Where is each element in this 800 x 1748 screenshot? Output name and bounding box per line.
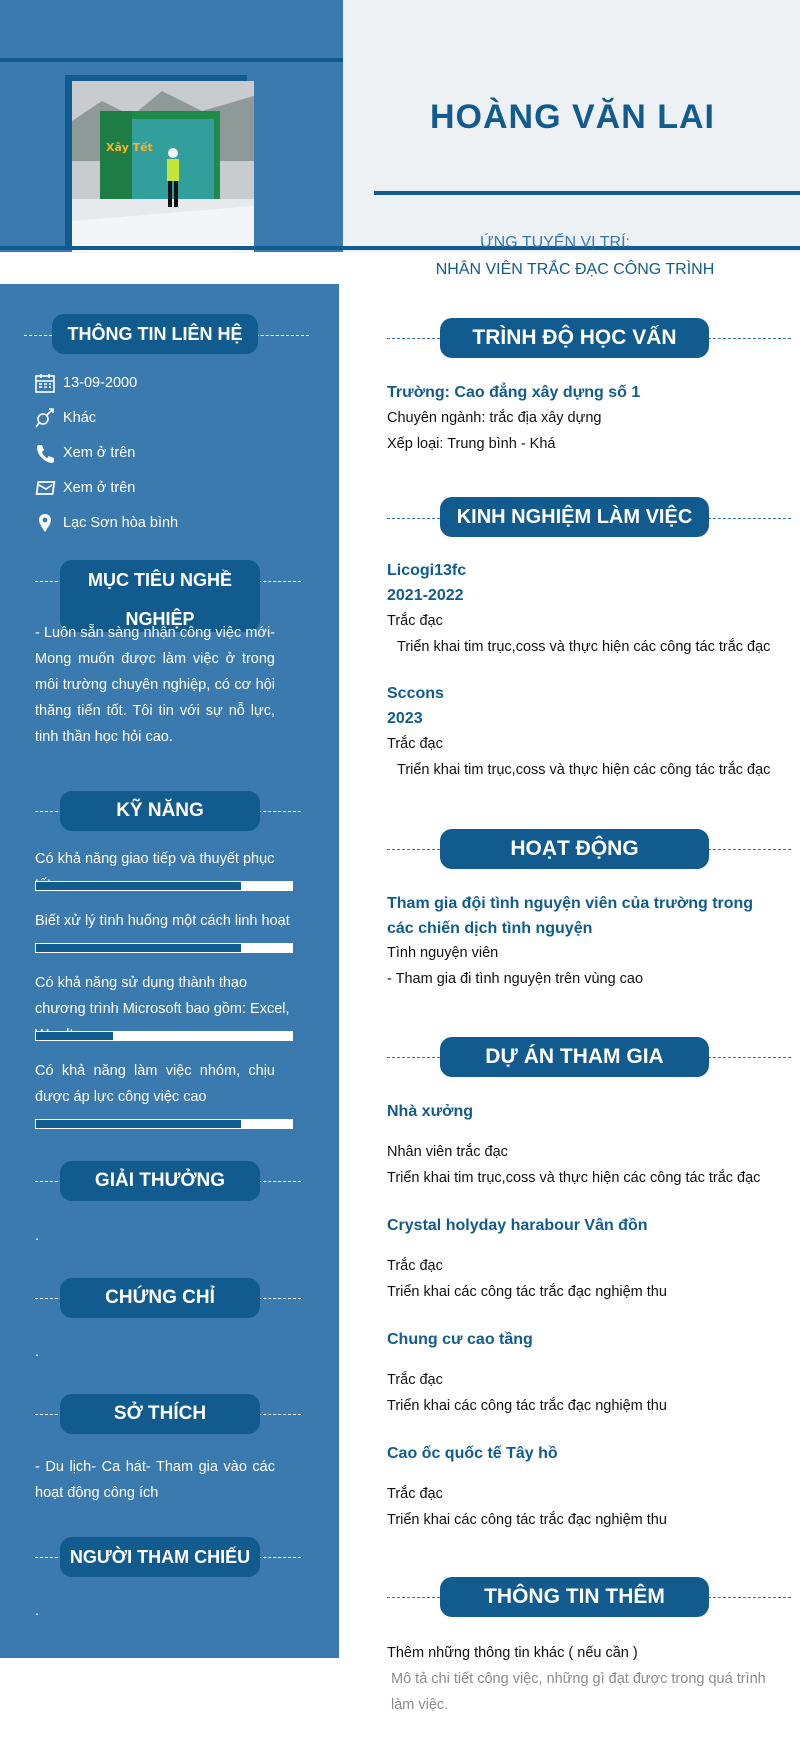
project-name: Crystal holyday harabour Vân đồn [387,1217,648,1234]
birthday-text: 13-09-2000 [63,375,138,391]
project-name: Cao ốc quốc tế Tây hồ [387,1445,558,1462]
project-desc: Triển khai các công tác trắc đạc nghiệm thu [387,1284,667,1300]
profile-photo [72,81,254,253]
photo-banner-text: Xây Tết [106,141,153,154]
contact-gender [34,407,96,429]
skill-bar [35,943,293,953]
skill-bar-empty [113,1032,292,1040]
skill-label: Có khả năng sử dụng thành thạo chương trình Microsoft bao gồm: Excel, [35,975,290,1017]
project-desc: Triển khai các công tác trắc đạc nghiệm thu [387,1398,667,1414]
objective-title-line1: MỤC TIÊU NGHỀ [88,570,232,590]
additional-section-title: THÔNG TIN THÊM [440,1577,709,1617]
header-divider [0,58,343,62]
activities-section-title: HOẠT ĐỘNG [440,829,709,869]
education-major: Chuyên ngành: trắc địa xây dựng [387,410,602,426]
email-text: Xem ở trên [63,480,136,496]
additional-placeholder: Mô tả chi tiết công việc, những gì đạt được trong quá trình làm việc. [391,1671,766,1713]
skill-bar-empty [241,882,292,890]
experience-period: 2021-2022 [387,587,464,604]
address-text: Lạc Sơn hòa bình [63,515,179,531]
objective-title-line2: NGHIỆP [125,609,195,629]
experience-company: Sccons [387,685,444,702]
skill-label: Biết xử lý tình huống một cách linh hoạt [35,913,290,929]
project-desc: Triển khai các công tác trắc đạc nghiệm thu [387,1512,667,1528]
education-section-title: TRÌNH ĐỘ HỌC VẤN [440,318,709,358]
experience-company: Licogi13fc [387,562,467,579]
candidate-name: HOÀNG VĂN LAI [430,98,715,136]
skill-bar [35,1119,293,1129]
skills-section-title: KỸ NĂNG [60,791,260,831]
certificates-text: . [35,1344,40,1360]
phone-text: Xem ở trên [63,445,136,461]
project-role: Trắc đạc [387,1372,443,1388]
hobbies-section-title: SỞ THÍCH [60,1394,260,1434]
education-grade: Xếp loại: Trung bình - Khá [387,436,556,452]
contact-section-title: THÔNG TIN LIÊN HỆ [52,314,258,354]
profile-photo-illustration [72,81,254,253]
email-icon [34,477,56,499]
skill-label: Có khả năng làm việc nhóm, chịu được áp lực công việc cao [35,1063,275,1105]
experience-period: 2023 [387,710,423,727]
project-role: Nhân viên trắc đạc [387,1144,508,1160]
awards-text: . [35,1228,40,1244]
skill-label: Có khả năng giao tiếp và thuyết phục [35,851,275,867]
references-text: . [35,1603,40,1619]
experience-role: Trắc đạc [387,613,443,629]
skill-bar [35,1031,293,1041]
experience-section-title: KINH NGHIỆM LÀM VIỆC [440,497,709,537]
awards-section-title: GIẢI THƯỞNG [60,1161,260,1201]
experience-role: Trắc đạc [387,736,443,752]
contact-phone [34,442,135,464]
apply-position: NHÂN VIÊN TRẮC ĐẠC CÔNG TRÌNH [435,261,715,278]
project-role: Trắc đạc [387,1258,443,1274]
experience-desc: Triển khai tim trục,coss và thực hiện các công tác trắc đạc [397,762,771,778]
additional-text: Thêm những thông tin khác ( nếu cần ) [387,1645,638,1661]
education-school: Trường: Cao đẳng xây dựng số 1 [387,384,641,401]
project-name: Nhà xưởng [387,1103,474,1120]
gender-icon [34,407,56,429]
projects-section-title: DỰ ÁN THAM GIA [440,1037,709,1077]
project-role: Trắc đạc [387,1486,443,1502]
certificates-section-title: CHỨNG CHỈ [60,1278,260,1318]
calendar-icon [34,372,56,394]
skill-bar [35,881,293,891]
location-icon [34,512,56,534]
skill-bar-empty [241,1120,292,1128]
skill-bar-empty [241,944,292,952]
header-divider [374,191,800,195]
gender-text: Khác [63,410,97,426]
project-desc: Triển khai tim trục,coss và thực hiện các công tác trắc đạc [387,1170,761,1186]
apply-label: ỨNG TUYỂN VỊ TRÍ: [480,234,630,251]
contact-address [34,512,178,534]
phone-icon [34,442,56,464]
contact-birthday [34,372,137,394]
contact-email [34,477,135,499]
activity-name: Tham gia đội tình nguyện viên của trường trong các chiến dịch tình nguyện [387,895,754,937]
references-section-title: NGƯỜI THAM CHIẾU [60,1537,260,1577]
project-name: Chung cư cao tầng [387,1331,533,1348]
activity-role: Tình nguyện viên [387,945,499,961]
activity-desc: - Tham gia đi tình nguyện trên vùng cao [387,971,644,987]
objective-text: - Luôn sẵn sàng nhận công việc mới- Mong muốn được làm việc ở trong môi trường chuyên nghiệp, có cơ hội thăng tiến tốt. Tôi tin với sự nỗ lực, tinh thần học hỏi cao. [35,625,275,745]
hobbies-text: - Du lịch- Ca hát- Tham gia vào các hoạt động công ích [35,1459,275,1501]
experience-desc: Triển khai tim trục,coss và thực hiện các công tác trắc đạc [397,639,771,655]
